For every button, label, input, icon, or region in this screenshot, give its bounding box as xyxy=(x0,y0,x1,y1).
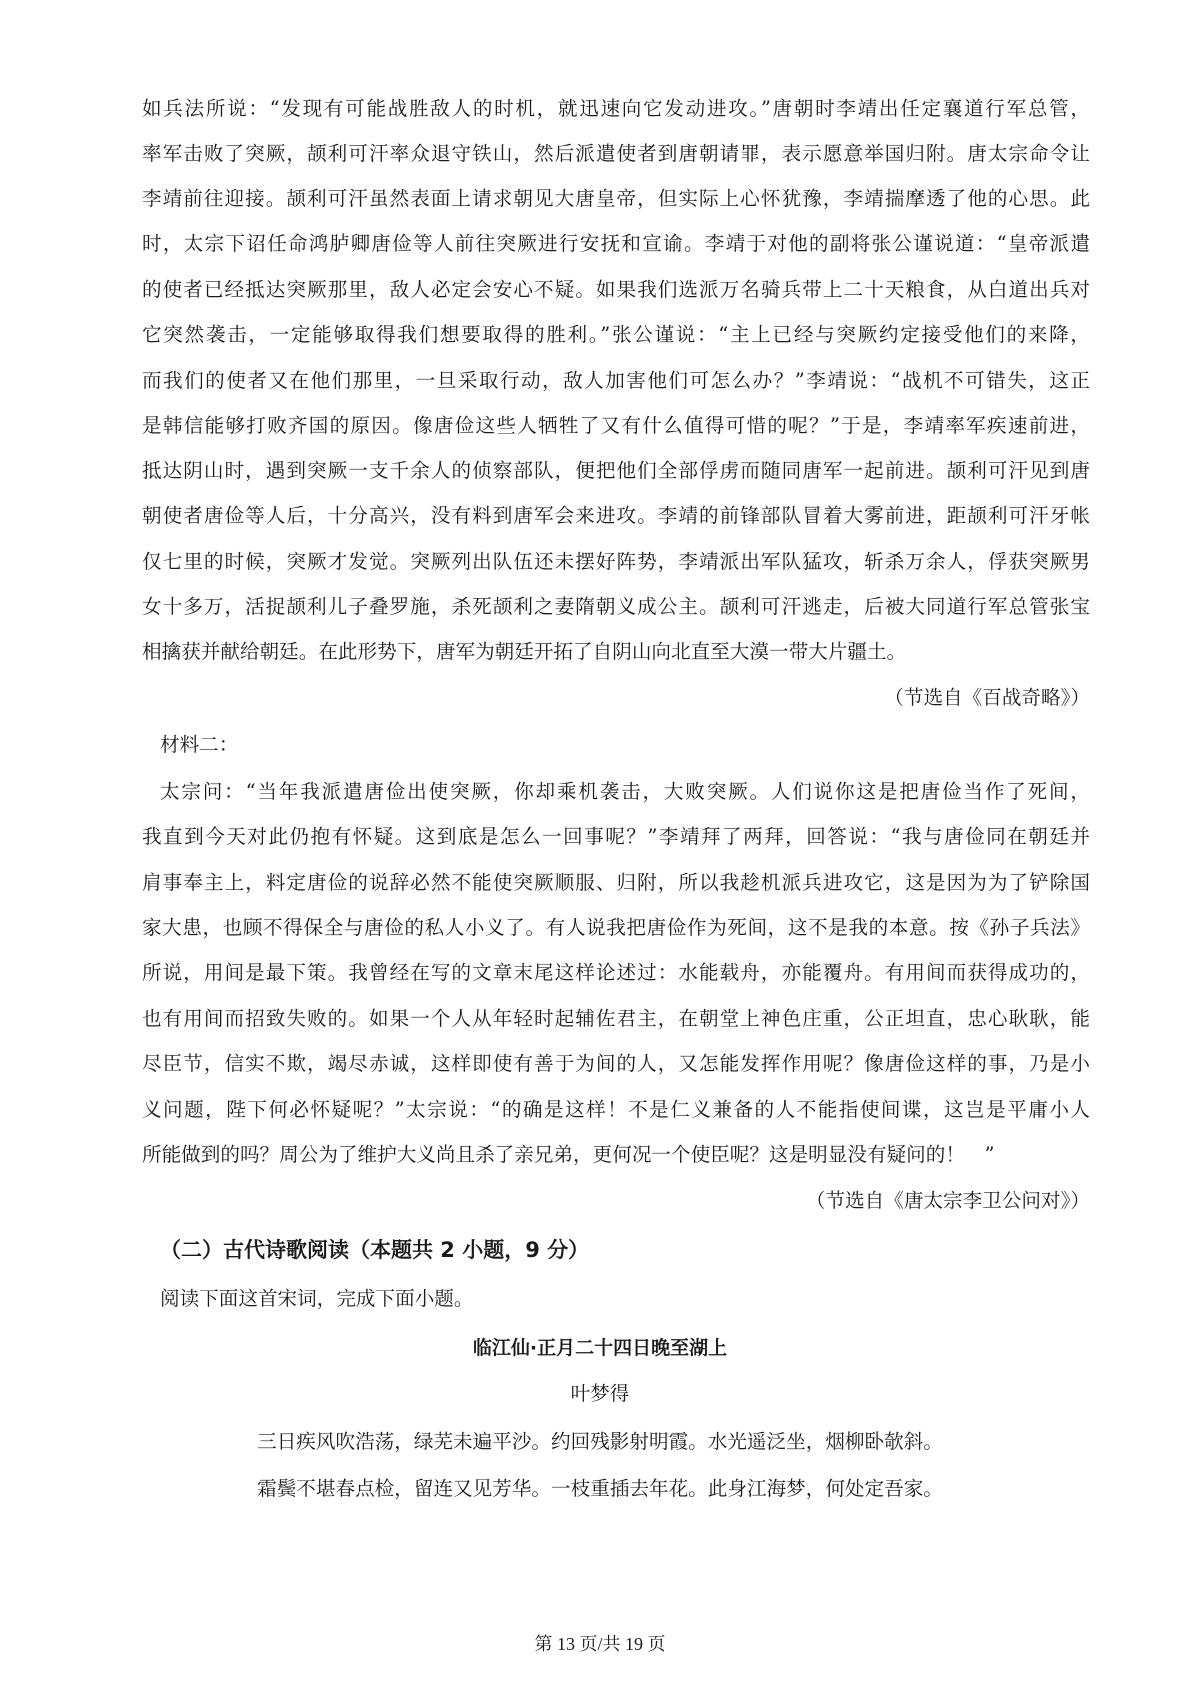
paragraph-line: 仅七里的时候，突厥才发觉。突厥列出队伍还未摆好阵势，李靖派出军队猛攻，斩杀万余人，俘获突厥男 xyxy=(142,550,1090,573)
paragraph-line: 时，太宗下诏任命鸿胪卿唐俭等人前往突厥进行安抚和宣谕。李靖于对他的副将张公谨说道：“皇帝派遣 xyxy=(142,232,1090,255)
paragraph-line: 抵达阴山时，遇到突厥一支千余人的侦察部队，便把他们全部俘虏而随同唐军一起前进。颉利可汗见到唐 xyxy=(142,459,1090,482)
paragraph-line: 的使者已经抵达突厥那里，敌人必定会安心不疑。如果我们选派万名骑兵带上二十天粮食，从白道出兵对 xyxy=(142,278,1090,301)
paragraph-line: 如兵法所说：“发现有可能战胜敌人的时机，就迅速向它发动进攻。”唐朝时李靖出任定襄道行军总管， xyxy=(142,97,1090,120)
paragraph-line: 女十多万，活捉颉利儿子叠罗施，杀死颉利之妻隋朝义成公主。颉利可汗逃走，后被大同道行军总管张宝 xyxy=(142,595,1090,618)
paragraph-line: 李靖前往迎接。颉利可汗虽然表面上请求朝见大唐皇帝，但实际上心怀犹豫，李靖揣摩透了他的心思。此 xyxy=(142,187,1090,210)
paragraph-line: 它突然袭击，一定能够取得我们想要取得的胜利。”张公谨说：“主上已经与突厥约定接受他们的来降， xyxy=(142,323,1090,346)
paragraph-line: 是韩信能够打败齐国的原因。像唐俭这些人牺牲了又有什么值得可惜的呢？”于是，李靖率军疾速前进， xyxy=(142,414,1090,437)
paragraph-line: 我直到今天对此仍抱有怀疑。这到底是怎么一回事呢？”李靖拜了两拜，回答说：“我与唐俭同在朝廷并 xyxy=(142,825,1090,848)
page-number: 第 13 页/共 19 页 xyxy=(534,1634,666,1654)
source-citation: （节选自《百战奇略》） xyxy=(884,686,1090,709)
paragraph-line: 所说，用间是最下策。我曾经在写的文章末尾这样论述过：水能载舟，亦能覆舟。有用间而获得成功的， xyxy=(142,961,1090,984)
paragraph-line: 所能做到的吗？周公为了维护大义尚且杀了亲兄弟，更何况一个使臣呢？这是明显没有疑问的！ ” xyxy=(142,1143,995,1166)
paragraph-line: 朝使者唐俭等人后，十分高兴，没有料到唐军会来进攻。李靖的前锋部队冒着大雾前进，距颉利可汗牙帐 xyxy=(142,504,1090,527)
poem-line: 霜鬓不堪春点检，留连又见芳华。一枝重插去年花。此身江海梦，何处定吾家。 xyxy=(257,1477,943,1500)
poem-line: 三日疾风吹浩荡，绿芜未遍平沙。约回残影射明霞。水光遥泛坐，烟柳卧欹斜。 xyxy=(257,1430,943,1453)
paragraph-line: 率军击败了突厥，颉利可汗率众退守铁山，然后派遣使者到唐朝请罪，表示愿意举国归附。唐太宗命令让 xyxy=(142,142,1090,165)
material-label: 材料二： xyxy=(160,733,239,756)
section-heading: （二）古代诗歌阅读（本题共 2 小题，9 分） xyxy=(160,1238,590,1262)
paragraph-line: 家大患，也顾不得保全与唐俭的私人小义了。有人说我把唐俭作为死间，这不是我的本意。按《孙子兵法》 xyxy=(142,916,1090,939)
paragraph-line: 相擒获并献给朝廷。在此形势下，唐军为朝廷开拓了自阴山向北直至大漠一带大片疆土。 xyxy=(142,640,907,663)
source-citation: （节选自《唐太宗李卫公问对》） xyxy=(805,1189,1090,1212)
paragraph-line: 肩事奉主上，料定唐俭的说辞必然不能使突厥顺服、归附，所以我趁机派兵进攻它，这是因为为了铲除国 xyxy=(142,871,1090,894)
poem-author: 叶梦得 xyxy=(570,1382,630,1405)
paragraph-line: 也有用间而招致失败的。如果一个人从年轻时起辅佐君主，在朝堂上神色庄重，公正坦直，忠心耿耿，能 xyxy=(142,1007,1090,1030)
paragraph-line: 义问题，陛下何必怀疑呢？”太宗说：“的确是这样！不是仁义兼备的人不能指使间谍，这岂是平庸小人 xyxy=(142,1098,1090,1121)
paragraph-line: 而我们的使者又在他们那里，一旦采取行动，敌人加害他们可怎么办？”李靖说：“战机不可错失，这正 xyxy=(142,369,1090,392)
paragraph-line: 太宗问：“当年我派遣唐俭出使突厥，你却乘机袭击，大败突厥。人们说你这是把唐俭当作了死间， xyxy=(160,780,1090,803)
paragraph-line: 尽臣节，信实不欺，竭尽赤诚，这样即使有善于为间的人，又怎能发挥作用呢？像唐俭这样的事，乃是小 xyxy=(142,1052,1090,1075)
poem-title: 临江仙·正月二十四日晚至湖上 xyxy=(472,1337,728,1359)
instruction-text: 阅读下面这首宋词，完成下面小题。 xyxy=(160,1287,474,1310)
